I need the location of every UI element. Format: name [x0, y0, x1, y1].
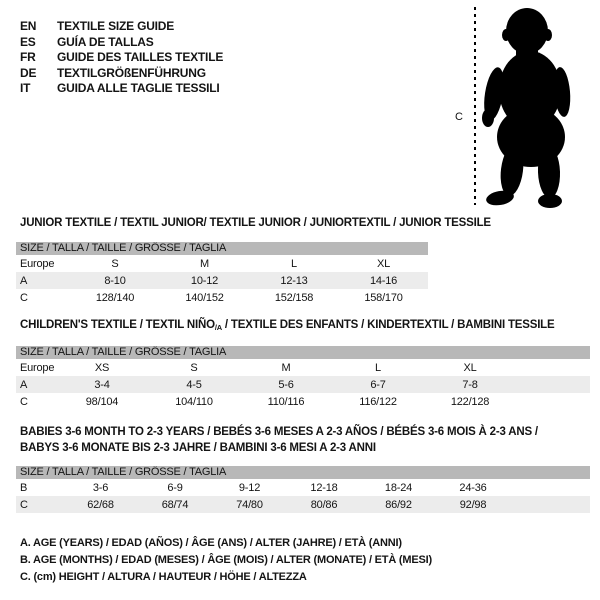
table-cell: 7-8	[462, 378, 478, 391]
language-code: DE	[20, 65, 37, 80]
legend-line-a: A. AGE (YEARS) / EDAD (AÑOS) / ÂGE (ANS) / ALTER (JAHRE) / ETÀ (ANNI)	[20, 537, 402, 549]
spacer-cell	[516, 359, 590, 376]
table-cell: C	[20, 395, 28, 408]
table-cell: 12-13	[280, 274, 308, 287]
table-cell: 12-18	[310, 481, 338, 494]
table-cell: C	[20, 291, 28, 304]
table-cell: 128/140	[95, 291, 135, 304]
legend-line-b: B. AGE (MONTHS) / EDAD (MESES) / ÂGE (MOIS) / ALTER (MONATE) / ETÀ (MESI)	[20, 554, 432, 566]
children-title-subscript: /A	[214, 323, 222, 332]
language-title: GUIDE DES TAILLES TEXTILE	[57, 50, 224, 64]
size-header-bar: SIZE / TALLA / TAILLE / GRÖSSE / TAGLIA	[16, 242, 428, 255]
language-code: ES	[20, 34, 36, 49]
size-header-bar: SIZE / TALLA / TAILLE / GRÖSSE / TAGLIA	[16, 466, 590, 479]
table-cell: M	[281, 361, 291, 374]
size-header-row	[16, 466, 590, 479]
table-cell: 3-4	[94, 378, 110, 391]
table-cell: L	[291, 257, 297, 270]
spacer-cell	[510, 496, 590, 513]
table-cell: 24-36	[459, 481, 487, 494]
table-cell: 6-9	[167, 481, 183, 494]
table-cell: XS	[94, 361, 110, 374]
table-cell: 74/80	[236, 498, 263, 511]
table-cell: 68/74	[161, 498, 189, 511]
height-measure-label: C	[455, 111, 463, 123]
language-title-list	[20, 19, 223, 97]
table-cell: 152/158	[274, 291, 314, 304]
junior-size-table	[16, 242, 428, 306]
table-cell: 158/170	[364, 291, 403, 304]
spacer-cell	[516, 393, 590, 410]
table-cell: C	[20, 498, 28, 511]
table-cell: 4-5	[186, 378, 202, 391]
table-row	[16, 393, 590, 410]
language-code: FR	[20, 50, 36, 64]
table-cell: 8-10	[104, 274, 126, 287]
children-title-prefix: CHILDREN'S TEXTILE / TEXTIL NIÑO	[20, 319, 215, 331]
table-cell: Europe	[20, 361, 55, 374]
table-row	[16, 359, 590, 376]
table-cell: 110/116	[267, 395, 305, 408]
table-row	[16, 479, 590, 496]
babies-section-title	[20, 424, 538, 456]
table-cell: Europe	[20, 257, 55, 270]
table-cell: 104/110	[175, 395, 213, 408]
table-cell: 116/122	[359, 395, 397, 408]
language-title: GUIDA ALLE TAGLIE TESSILI	[57, 81, 220, 95]
table-cell: M	[200, 257, 209, 270]
table-cell: 18-24	[384, 481, 413, 494]
babies-title-line2: BABYS 3-6 MONATE BIS 2-3 JAHRE / BAMBINI 3-6 MESI A 2-3 ANNI	[20, 442, 376, 454]
table-cell: 14-16	[369, 274, 398, 287]
table-cell: 3-6	[92, 481, 109, 494]
table-cell: B	[20, 481, 28, 494]
table-cell: 62/68	[87, 498, 114, 511]
junior-section-title: JUNIOR TEXTILE / TEXTIL JUNIOR/ TEXTILE JUNIOR / JUNIORTEXTIL / JUNIOR TESSILE	[20, 217, 491, 229]
table-cell: 86/92	[385, 498, 412, 511]
table-cell: 140/152	[185, 291, 224, 304]
baby-silhouette-icon	[481, 8, 572, 208]
size-header-row	[16, 346, 590, 359]
legend-line-c: C. (cm) HEIGHT / ALTURA / HAUTEUR / HÖHE / ALTEZZA	[20, 571, 307, 583]
language-code: IT	[20, 81, 31, 95]
children-section-title	[20, 319, 554, 334]
table-cell: A	[20, 274, 28, 287]
language-title: GUÍA DE TALLAS	[57, 34, 154, 49]
babies-title-line1: BABIES 3-6 MONTH TO 2-3 YEARS / BEBÉS 3-6 MESES A 2-3 AÑOS / BÉBÉS 3-6 MOIS À 2-3 ANS /	[20, 426, 538, 438]
language-title: TEXTILGRÖßENFÜHRUNG	[57, 65, 206, 80]
table-row	[16, 255, 428, 272]
table-cell: S	[111, 257, 119, 270]
children-title-suffix: / TEXTILE DES ENFANTS / KINDERTEXTIL / BAMBINI TESSILE	[221, 319, 555, 331]
table-cell: 9-12	[238, 481, 261, 494]
table-cell: 6-7	[370, 378, 386, 391]
table-row	[16, 289, 428, 306]
table-cell: 80/86	[310, 498, 338, 511]
language-title: TEXTILE SIZE GUIDE	[57, 19, 175, 33]
table-row	[16, 272, 428, 289]
table-cell: L	[375, 361, 381, 374]
children-size-table	[16, 346, 590, 410]
size-header-row	[16, 242, 428, 255]
babies-size-table	[16, 466, 590, 513]
spacer-cell	[510, 479, 590, 496]
spacer-cell	[516, 376, 590, 393]
table-cell: 10-12	[190, 274, 219, 287]
table-cell: XL	[463, 361, 477, 374]
table-cell: A	[20, 378, 28, 391]
height-measure-figure	[450, 4, 590, 210]
table-cell: 5-6	[278, 378, 294, 391]
table-cell: XL	[376, 257, 391, 270]
table-cell: 92/98	[459, 498, 487, 511]
table-cell: 98/104	[85, 395, 119, 408]
table-cell: S	[190, 361, 198, 374]
table-row	[16, 496, 590, 513]
legend	[20, 535, 432, 586]
table-cell: 122/128	[450, 395, 490, 408]
language-code: EN	[20, 19, 37, 33]
table-row	[16, 376, 590, 393]
size-header-bar: SIZE / TALLA / TAILLE / GRÖSSE / TAGLIA	[16, 346, 590, 359]
